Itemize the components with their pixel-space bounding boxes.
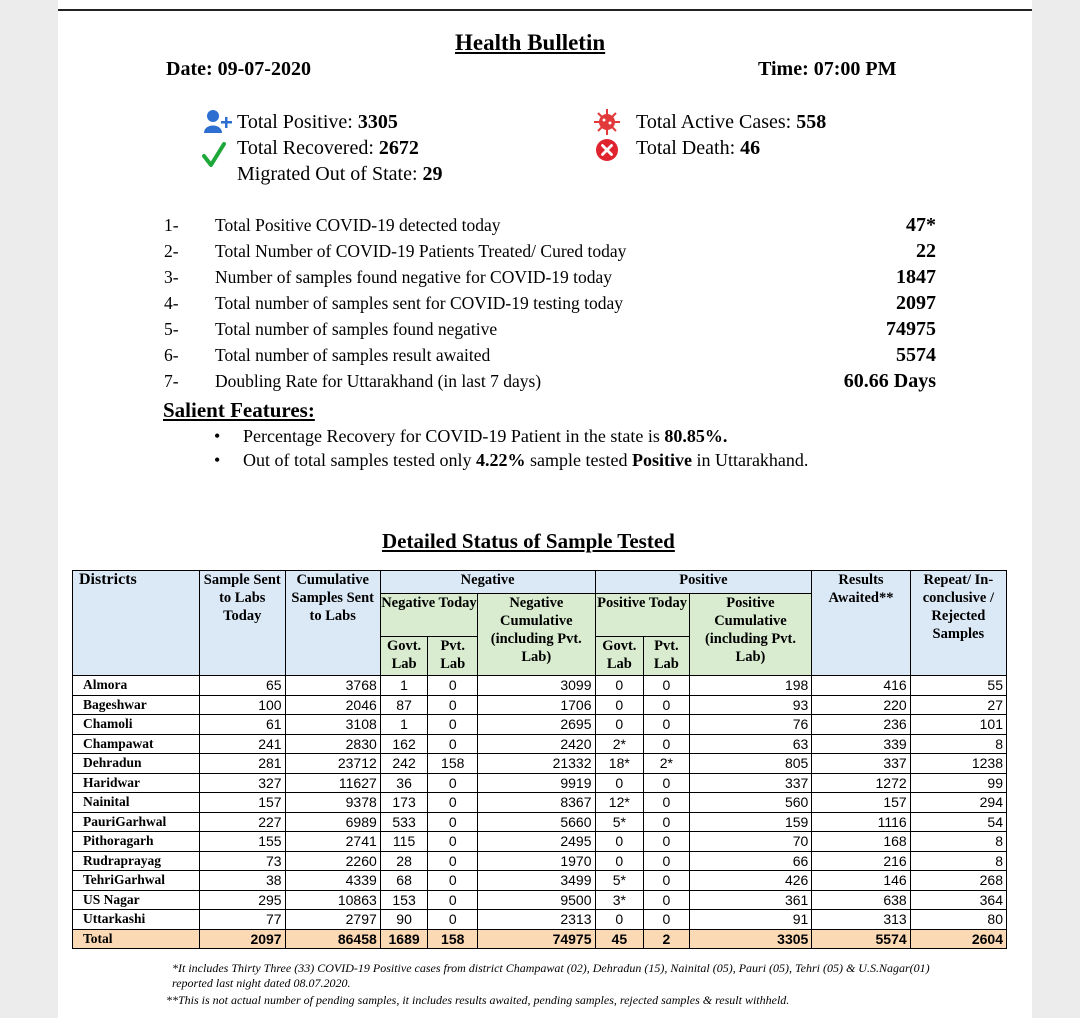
table-cell: 0 [644,773,689,793]
table-cell: 23712 [285,754,380,774]
sample-status-table [72,570,1007,949]
table-cell: 21332 [478,754,595,774]
table-cell: 5* [595,812,644,832]
table-cell: 2797 [285,910,380,930]
table-cell: 337 [689,773,812,793]
table-cell: 0 [644,890,689,910]
table-cell: 153 [380,890,428,910]
table-cell: 155 [199,832,285,852]
header-cumulative: Cumulative Samples Sent to Labs [285,571,380,676]
virus-icon [592,107,622,137]
header-districts: Districts [73,571,200,676]
header-negative: Negative [380,571,595,594]
district-cell: PauriGarhwal [73,812,200,832]
table-cell: 162 [380,734,428,754]
table-cell: 159 [689,812,812,832]
table-cell: 93 [689,695,812,715]
table-cell: 5660 [478,812,595,832]
table-cell: 364 [910,890,1006,910]
header-pos-pvt-lab: Pvt. Lab [644,637,689,676]
item-value: 60.66 Days [843,370,936,392]
table-cell: 1 [380,715,428,735]
district-cell: Chamoli [73,715,200,735]
table-cell: 0 [644,871,689,891]
header-sent-today: Sample Sent to Labs Today [199,571,285,676]
bulletin-title: Health Bulletin [455,30,606,55]
bulletin-page [58,0,1032,1018]
bullet-icon: • [214,426,221,446]
item-value: 1847 [896,266,936,288]
table-cell: 66 [689,851,812,871]
table-row [73,715,1007,735]
table-cell: 241 [199,734,285,754]
table-cell: 295 [199,890,285,910]
table-cell: 3* [595,890,644,910]
table-cell: 157 [199,793,285,813]
table-cell: 27 [910,695,1006,715]
table-cell: 227 [199,812,285,832]
table-cell: 0 [595,715,644,735]
table-cell: 0 [644,715,689,735]
total-death: Total Death: 46 [636,137,761,159]
item-text: Total Positive COVID-19 detected today [215,215,501,235]
table-cell: 0 [428,890,478,910]
table-cell: 0 [644,734,689,754]
table-total-row [73,929,1007,949]
table-cell: 1 [380,676,428,696]
item-number: 2- [164,241,179,261]
table-cell: 8 [910,734,1006,754]
table-cell: 426 [689,871,812,891]
table-cell: 3768 [285,676,380,696]
table-cell: 0 [595,695,644,715]
table-cell: 168 [812,832,910,852]
table-cell: 281 [199,754,285,774]
header-positive-cumulative: Positive Cumulative (including Pvt. Lab) [689,594,812,676]
salient-bullet-positivity: Out of total samples tested only 4.22% sample tested Positive in Uttarakhand. [243,450,809,470]
table-cell: 80 [910,910,1006,930]
header-positive: Positive [595,571,812,594]
item-text: Total Number of COVID-19 Patients Treated/ Cured today [215,241,627,261]
table-cell: 8367 [478,793,595,813]
table-cell: 2097 [199,929,285,949]
table-cell: 157 [812,793,910,813]
table-cell: 0 [428,851,478,871]
table-cell: 146 [812,871,910,891]
table-cell: 9500 [478,890,595,910]
table-cell: 76 [689,715,812,735]
header-repeat: Repeat/ In-conclusive / Rejected Samples [910,571,1006,676]
table-cell: 2495 [478,832,595,852]
table-cell: 1238 [910,754,1006,774]
table-row [73,676,1007,696]
table-cell: 638 [812,890,910,910]
table-row [73,695,1007,715]
table-cell: 0 [595,910,644,930]
table-cell: 0 [644,695,689,715]
table-row [73,793,1007,813]
table-cell: 1970 [478,851,595,871]
bulletin-time: Time: 07:00 PM [758,58,897,80]
footnote-positive-cases: *It includes Thirty Three (33) COVID-19 Positive cases from district Champawat (02), Dehradun (15), Nainital (05), Pauri (05), Tehri (05) & U.S.Nagar(01) reported last night dated 08.07.2020. [172,961,930,990]
table-cell: 36 [380,773,428,793]
top-rule [58,9,1032,11]
table-cell: 73 [199,851,285,871]
table-cell: 18* [595,754,644,774]
table-cell: 9919 [478,773,595,793]
total-positive: Total Positive: 3305 [237,111,398,133]
table-cell: 198 [689,676,812,696]
table-cell: 2313 [478,910,595,930]
table-cell: 313 [812,910,910,930]
table-row [73,754,1007,774]
header-pos-govt-lab: Govt. Lab [595,637,644,676]
table-cell: 327 [199,773,285,793]
table-cell: 86458 [285,929,380,949]
table-cell: 0 [644,793,689,813]
table-cell: 55 [910,676,1006,696]
item-number: 5- [164,319,179,339]
item-number: 6- [164,345,179,365]
table-cell: 10863 [285,890,380,910]
table-cell: 12* [595,793,644,813]
district-cell: Rudraprayag [73,851,200,871]
table-cell: 8 [910,851,1006,871]
table-cell: 1689 [380,929,428,949]
footnote-pending-samples: **This is not actual number of pending samples, it includes results awaited, pending samples, rejected samples & result withheld. [166,993,790,1007]
table-cell: 28 [380,851,428,871]
table-cell: 173 [380,793,428,813]
item-text: Total number of samples result awaited [215,345,491,365]
table-cell: 2420 [478,734,595,754]
table-row [73,832,1007,852]
table-cell: 3499 [478,871,595,891]
item-text: Total number of samples found negative [215,319,498,339]
table-cell: 2604 [910,929,1006,949]
table-cell: 337 [812,754,910,774]
table-cell: 1116 [812,812,910,832]
table-cell: 560 [689,793,812,813]
district-cell: Dehradun [73,754,200,774]
bullet-icon: • [214,450,221,470]
table-cell: 4339 [285,871,380,891]
table-cell: 6989 [285,812,380,832]
header-positive-today: Positive Today [595,594,689,637]
table-cell: 0 [595,676,644,696]
table-row [73,812,1007,832]
table-cell: 61 [199,715,285,735]
table-cell: 115 [380,832,428,852]
table-cell: 87 [380,695,428,715]
table-cell: 54 [910,812,1006,832]
table-cell: 0 [644,832,689,852]
table-cell: 3108 [285,715,380,735]
table-row [73,890,1007,910]
table-cell: 361 [689,890,812,910]
table-title: Detailed Status of Sample Tested [382,529,675,553]
total-recovered: Total Recovered: 2672 [237,137,419,159]
item-value: 74975 [886,318,936,340]
table-cell: 339 [812,734,910,754]
table-row [73,871,1007,891]
table-cell: 3099 [478,676,595,696]
table-row [73,910,1007,930]
table-cell: 38 [199,871,285,891]
table-cell: 242 [380,754,428,774]
table-cell: 2695 [478,715,595,735]
table-cell: 0 [595,832,644,852]
table-cell: 5574 [812,929,910,949]
table-cell: 0 [428,832,478,852]
header-neg-govt-lab: Govt. Lab [380,637,428,676]
item-text: Number of samples found negative for COVID-19 today [215,267,613,287]
district-cell: Nainital [73,793,200,813]
table-cell: 805 [689,754,812,774]
table-cell: 220 [812,695,910,715]
item-value: 22 [916,240,936,262]
item-number: 1- [164,215,179,235]
table-cell: 2* [644,754,689,774]
bulletin-date: Date: 09-07-2020 [166,58,311,80]
district-cell: Champawat [73,734,200,754]
salient-bullet-recovery: Percentage Recovery for COVID-19 Patient in the state is 80.85%. [243,426,728,446]
table-cell: 0 [428,812,478,832]
table-cell: 0 [428,676,478,696]
table-cell: 2 [644,929,689,949]
header-awaited: Results Awaited** [812,571,910,676]
table-row [73,851,1007,871]
table-cell: 100 [199,695,285,715]
table-cell: 2046 [285,695,380,715]
district-cell: Almora [73,676,200,696]
table-cell: 90 [380,910,428,930]
district-cell: US Nagar [73,890,200,910]
table-cell: 2260 [285,851,380,871]
item-number: 3- [164,267,179,287]
table-cell: 8 [910,832,1006,852]
district-cell: Bageshwar [73,695,200,715]
item-value: 5574 [896,344,936,366]
table-cell: 0 [644,851,689,871]
table-cell: 416 [812,676,910,696]
table-cell: 0 [595,851,644,871]
item-number: 4- [164,293,179,313]
header-negative-cumulative: Negative Cumulative (including Pvt. Lab) [478,594,595,676]
table-cell: 0 [428,734,478,754]
table-cell: 0 [644,812,689,832]
item-value: 2097 [896,292,936,314]
table-cell: 68 [380,871,428,891]
district-cell: Uttarkashi [73,910,200,930]
checkmark-icon [202,141,226,169]
table-cell: 3305 [689,929,812,949]
table-cell: 0 [428,910,478,930]
table-cell: 11627 [285,773,380,793]
add-user-icon [204,109,234,135]
table-cell: 0 [428,793,478,813]
district-cell: Total [73,929,200,949]
table-cell: 294 [910,793,1006,813]
table-cell: 91 [689,910,812,930]
item-text: Doubling Rate for Uttarakhand (in last 7 days) [215,371,542,391]
table-cell: 2741 [285,832,380,852]
table-cell: 65 [199,676,285,696]
table-cell: 70 [689,832,812,852]
table-cell: 2* [595,734,644,754]
table-cell: 99 [910,773,1006,793]
table-cell: 0 [428,695,478,715]
table-cell: 1706 [478,695,595,715]
table-cell: 236 [812,715,910,735]
salient-heading: Salient Features: [163,398,315,422]
table-cell: 0 [428,871,478,891]
total-active: Total Active Cases: 558 [636,111,827,133]
item-value: 47* [906,214,936,236]
table-cell: 77 [199,910,285,930]
table-cell: 9378 [285,793,380,813]
table-cell: 45 [595,929,644,949]
item-number: 7- [164,371,179,391]
table-cell: 0 [644,910,689,930]
table-cell: 5* [595,871,644,891]
table-cell: 533 [380,812,428,832]
header-neg-pvt-lab: Pvt. Lab [428,637,478,676]
cross-circle-icon [595,138,619,162]
migrated-out: Migrated Out of State: 29 [237,163,443,185]
header-negative-today: Negative Today [380,594,477,637]
table-cell: 268 [910,871,1006,891]
table-cell: 63 [689,734,812,754]
table-cell: 1272 [812,773,910,793]
table-cell: 74975 [478,929,595,949]
table-cell: 0 [595,773,644,793]
table-cell: 158 [428,754,478,774]
district-cell: Haridwar [73,773,200,793]
table-cell: 101 [910,715,1006,735]
item-text: Total number of samples sent for COVID-19 testing today [215,293,624,313]
table-row [73,773,1007,793]
table-cell: 0 [428,715,478,735]
table-cell: 2830 [285,734,380,754]
table-cell: 216 [812,851,910,871]
table-cell: 0 [644,676,689,696]
district-cell: Pithoragarh [73,832,200,852]
district-cell: TehriGarhwal [73,871,200,891]
table-cell: 158 [428,929,478,949]
table-row [73,734,1007,754]
table-cell: 0 [428,773,478,793]
